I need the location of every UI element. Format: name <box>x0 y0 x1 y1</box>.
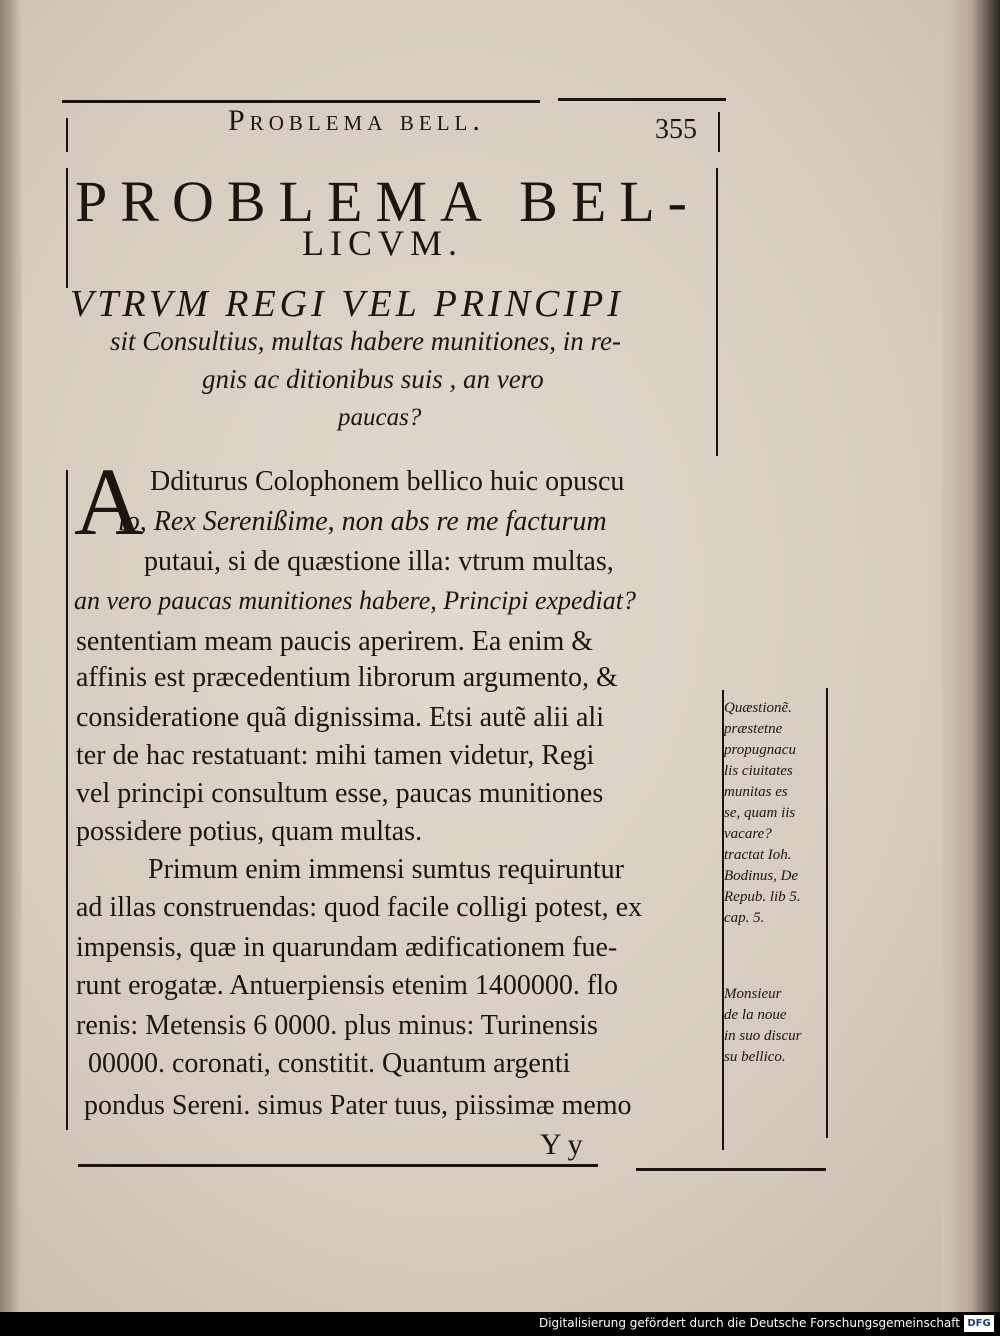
margin-note-line: præstetne <box>724 721 783 737</box>
body-line: vel principi consultum esse, paucas munitiones <box>76 778 604 809</box>
margin-note-monsieur <box>724 984 824 1068</box>
margin-rule-right <box>826 688 828 1138</box>
question-line3: gnis ac ditionibus suis , an vero <box>202 364 544 394</box>
page-number: 355 <box>655 114 697 145</box>
margin-note-line: in suo discur <box>724 1028 802 1044</box>
margin-note-line: Repub. lib 5. <box>724 889 801 905</box>
body-line: ter de hac restatuant: mihi tamen videtur, Regi <box>76 740 595 771</box>
body-line: Primum enim immensi sumtus requiruntur <box>148 854 624 885</box>
margin-note-line: cap. 5. <box>724 910 765 926</box>
catchword-signature: Yy <box>540 1128 589 1161</box>
margin-note-line: munitas es <box>724 784 788 800</box>
digitization-footer <box>0 1312 1000 1336</box>
margin-note-line: vacare? <box>724 826 772 842</box>
body-line: Dditurus Colophonem bellico huic opuscu <box>150 466 625 497</box>
body-line: 00000. coronati, constitit. Quantum argenti <box>88 1048 571 1079</box>
title-rule-left <box>66 168 68 288</box>
margin-note-line: se, quam iis <box>724 805 796 821</box>
head-rule-left <box>66 118 68 152</box>
margin-note-line: Quæstionẽ. <box>724 700 792 716</box>
title-rule-right <box>716 168 718 456</box>
margin-note-line: su bellico. <box>724 1049 786 1065</box>
body-rule-left <box>66 470 68 1130</box>
margin-note-line: Bodinus, De <box>724 868 799 884</box>
body-line: consideratione quã dignissima. Etsi autẽ alii ali <box>76 702 604 733</box>
bottom-rule-right <box>636 1168 826 1171</box>
body-line: an vero paucas munitiones habere, Principi expediat? <box>74 586 637 615</box>
body-line: possidere potius, quam multas. <box>76 816 423 847</box>
margin-note-line: lis ciuitates <box>724 763 793 779</box>
top-rule-right <box>558 98 726 101</box>
margin-note-line: Monsieur <box>724 986 782 1002</box>
body-line: runt erogatæ. Antuerpiensis etenim 1400000. flo <box>76 970 619 1001</box>
footer-credit: Digitalisierung gefördert durch die Deutsche Forschungsgemeinschaft <box>538 1316 960 1330</box>
body-line: impensis, quæ in quarundam ædificationem fue- <box>76 932 618 963</box>
margin-note-line: tractat Ioh. <box>724 847 792 863</box>
dfg-logo: DFG <box>964 1315 994 1332</box>
bottom-rule-left <box>78 1164 598 1167</box>
chapter-title-line2: LICVM. <box>302 223 463 263</box>
body-line: ad illas construendas: quod facile colligi potest, ex <box>76 892 643 923</box>
page-edge <box>942 0 1000 1312</box>
page-gutter-shadow <box>0 0 22 1312</box>
margin-note-line: de la noue <box>724 1007 787 1023</box>
body-line: affinis est præcedentium librorum argumento, & <box>76 662 618 693</box>
body-line: renis: Metensis 6 0000. plus minus: Turinensis <box>76 1010 598 1041</box>
question-line2: sit Consultius, multas habere munitiones, in re- <box>110 326 621 356</box>
top-rule-left <box>62 100 540 103</box>
question-line4: paucas? <box>338 404 422 431</box>
margin-note-quaestione <box>724 698 824 929</box>
question-line1: VTRVM REGI VEL PRINCIPI <box>70 283 624 325</box>
running-head: Problema bell. <box>228 104 485 137</box>
body-line: lo, Rex Serenißime, non abs re me facturum <box>118 506 607 537</box>
head-rule-right <box>718 112 720 152</box>
drop-capital: A <box>74 448 144 555</box>
margin-note-line: propugnacu <box>724 742 796 758</box>
body-line: sententiam meam paucis aperirem. Ea enim & <box>76 626 594 657</box>
chapter-title-line1: PROBLEMA BEL- <box>75 169 700 234</box>
body-line: putaui, si de quæstione illa: vtrum multas, <box>144 546 614 577</box>
body-line: pondus Sereni. simus Pater tuus, piissimæ memo <box>84 1090 632 1121</box>
